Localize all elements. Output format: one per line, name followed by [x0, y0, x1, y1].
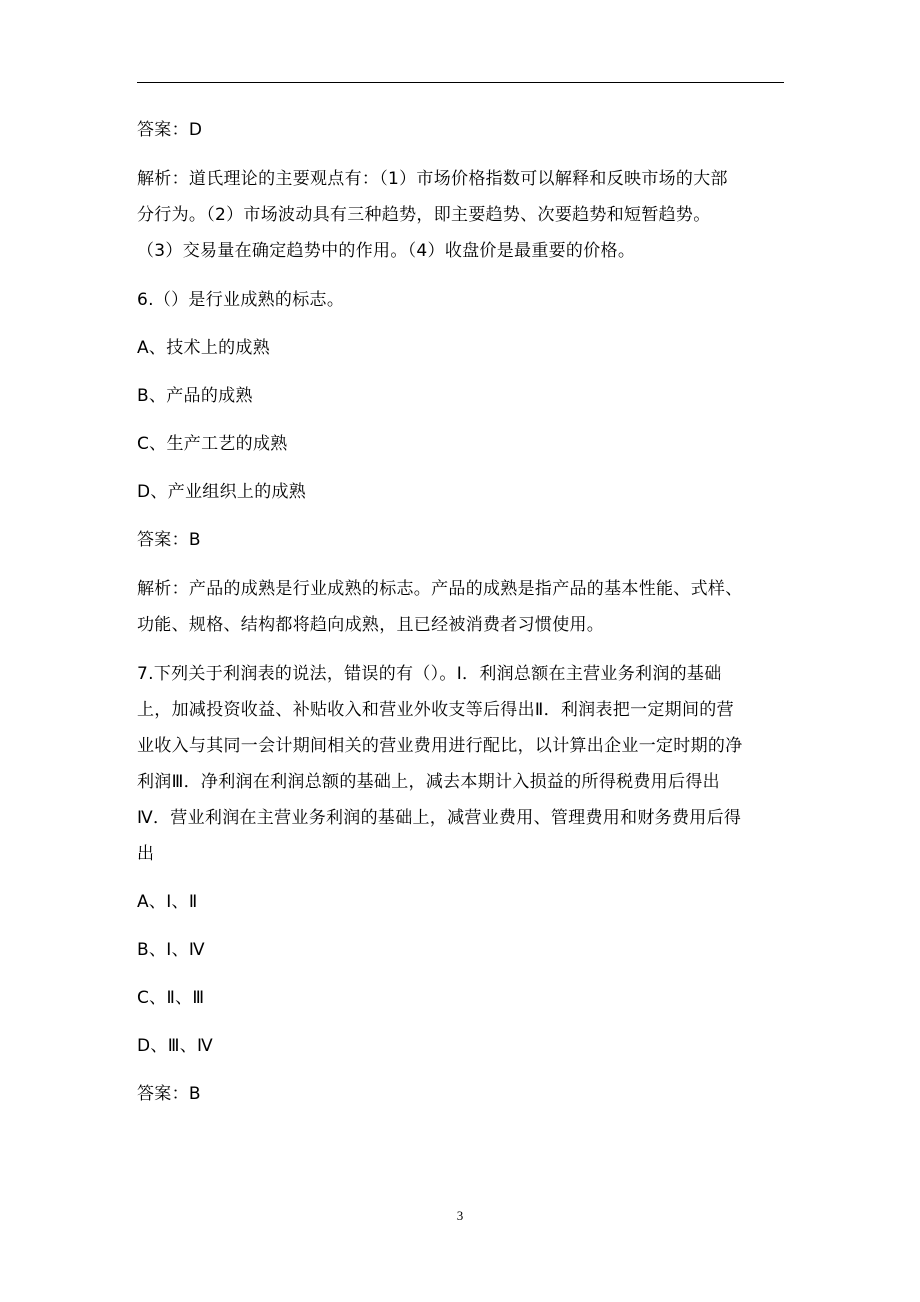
q6-answer: 答案：B: [137, 530, 201, 550]
q6-option-c: C、生产工艺的成熟: [137, 434, 288, 454]
q6-option-b: B、产品的成熟: [137, 386, 253, 406]
q7-option-d: D、Ⅲ、Ⅳ: [137, 1036, 213, 1056]
q7-question-line: 出: [137, 844, 155, 864]
q5-analysis-line: 分行为。（2）市场波动具有三种趋势，即主要趋势、次要趋势和短暂趋势。: [137, 205, 711, 225]
q6-analysis-line: 解析：产品的成熟是行业成熟的标志。产品的成熟是指产品的基本性能、式样、: [137, 579, 743, 599]
q5-analysis-line: 解析：道氏理论的主要观点有：（1）市场价格指数可以解释和反映市场的大部: [137, 169, 728, 189]
q6-analysis-line: 功能、规格、结构都将趋向成熟，且已经被消费者习惯使用。: [137, 615, 605, 635]
q6-option-d: D、产业组织上的成熟: [137, 482, 307, 502]
page-number: 3: [456, 1208, 464, 1223]
q5-analysis-line: （3）交易量在确定趋势中的作用。（4）收盘价是最重要的价格。: [137, 241, 636, 261]
q7-option-a: A、Ⅰ、Ⅱ: [137, 892, 198, 912]
q7-question-line: 7.下列关于利润表的说法，错误的有（）。Ⅰ．利润总额在主营业务利润的基础: [137, 664, 722, 684]
q7-option-c: C、Ⅱ、Ⅲ: [137, 988, 205, 1008]
q7-question-line: 业收入与其同一会计期间相关的营业费用进行配比，以计算出企业一定时期的净: [137, 736, 743, 756]
q7-question-line: 上，加减投资收益、补贴收入和营业外收支等后得出Ⅱ．利润表把一定期间的营: [137, 700, 734, 720]
q6-question: 6.（）是行业成熟的标志。: [137, 290, 345, 310]
header-rule: [137, 82, 784, 83]
q7-question-line: 利润Ⅲ．净利润在利润总额的基础上，减去本期计入损益的所得税费用后得出: [137, 772, 720, 792]
q5-answer: 答案：D: [137, 120, 203, 140]
q6-option-a: A、技术上的成熟: [137, 338, 271, 358]
q7-question-line: Ⅳ．营业利润在主营业务利润的基础上，减营业费用、管理费用和财务费用后得: [137, 808, 742, 828]
q7-answer: 答案：B: [137, 1084, 201, 1104]
q7-option-b: B、Ⅰ、Ⅳ: [137, 940, 205, 960]
